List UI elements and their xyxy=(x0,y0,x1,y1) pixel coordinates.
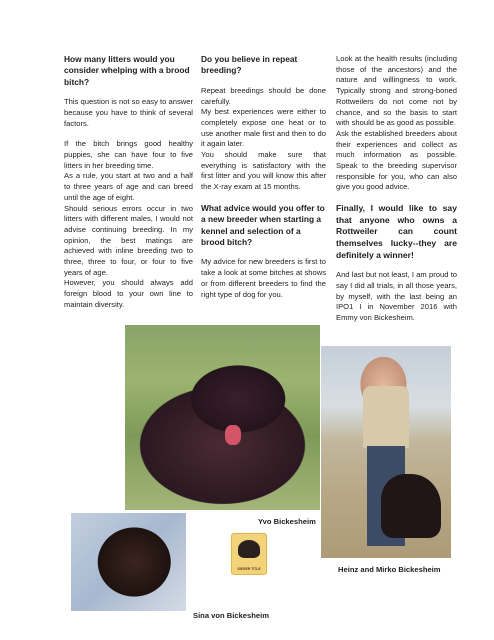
heading-finally: Finally, I would like to say that anyone who owns a Rottweiler can count themselves lucky--they are definitely a winner! xyxy=(336,203,457,260)
badge-dog-icon xyxy=(238,540,260,558)
column-1 xyxy=(64,54,193,311)
caption-heinz: Heinz and Mirko Bickesheim xyxy=(338,565,441,574)
person-shirt xyxy=(363,386,409,448)
paragraph: However, you should always add foreign blood to your own line to maintain diversity. xyxy=(64,278,193,309)
dog-tongue xyxy=(225,425,241,445)
photo-heinz-and-mirko xyxy=(321,346,451,558)
heading-advice: What advice would you offer to a new breeder when starting a kennel and selection of a brood bitch? xyxy=(201,202,325,248)
caption-sina: Sina von Bickesheim xyxy=(193,611,269,620)
badge-text: SIEGER TITLE xyxy=(237,567,261,571)
column-3 xyxy=(336,54,457,334)
caption-yvo: Yvo Bickesheim xyxy=(258,517,316,526)
column-2 xyxy=(201,54,326,310)
heading-litters: How many litters would you consider whelping with a brood bitch? xyxy=(64,54,190,87)
paragraph: If the bitch brings good healthy puppies, she can have four to five litters in her breeding time. xyxy=(64,139,193,170)
photo-yvo-rottweiler xyxy=(125,325,320,510)
paragraph: You should make sure that everything is satisfactory with the first litter and you will know this after the X-ray exam at 15 months. xyxy=(201,150,326,192)
heading-repeat-breeding: Do you believe in repeat breeding? xyxy=(201,54,298,76)
paragraph: My advice for new breeders is first to take a look at some bitches at shows or from different breeders to find the right type of dog for you. xyxy=(201,257,326,299)
award-badge xyxy=(231,533,267,575)
photo-sina-rottweiler xyxy=(71,513,186,611)
paragraph: My best experiences were either to completely expose one heat or to use another male first and then to do it again later. xyxy=(201,107,326,149)
paragraph: Should serious errors occur in two litters with different males, I would not advise continuing breeding. In my opinion, the best matings are achieved with inline breeding two to three, three to four, or four to five years of age. xyxy=(64,203,193,277)
paragraph: As a rule, you start at two and a half to three years of age and can breed until the age of eight. xyxy=(64,171,193,202)
dog-mirko xyxy=(381,474,441,538)
paragraph: Repeat breedings should be done carefully. xyxy=(201,85,326,106)
paragraph: This question is not so easy to answer because you have to think of several factors. xyxy=(64,97,193,128)
paragraph: Ask the established breeders about their experiences and collect as much information as possible. Speak to the breeding supervisor responsible for you, who can also give you good advice. xyxy=(336,128,457,192)
paragraph: Look at the health results (including those of the ancestors) and the nature and willingness to work. Typically strong and strong-boned Rottweilers do not come not by chance, and so the basis to start with should be as good as possible. xyxy=(336,54,457,128)
paragraph: And last but not least, I am proud to say I did all trials, in all those years, by myself, with the last being an IPO1 I in November 2016 with Emmy von Bickesheim. xyxy=(336,270,457,322)
